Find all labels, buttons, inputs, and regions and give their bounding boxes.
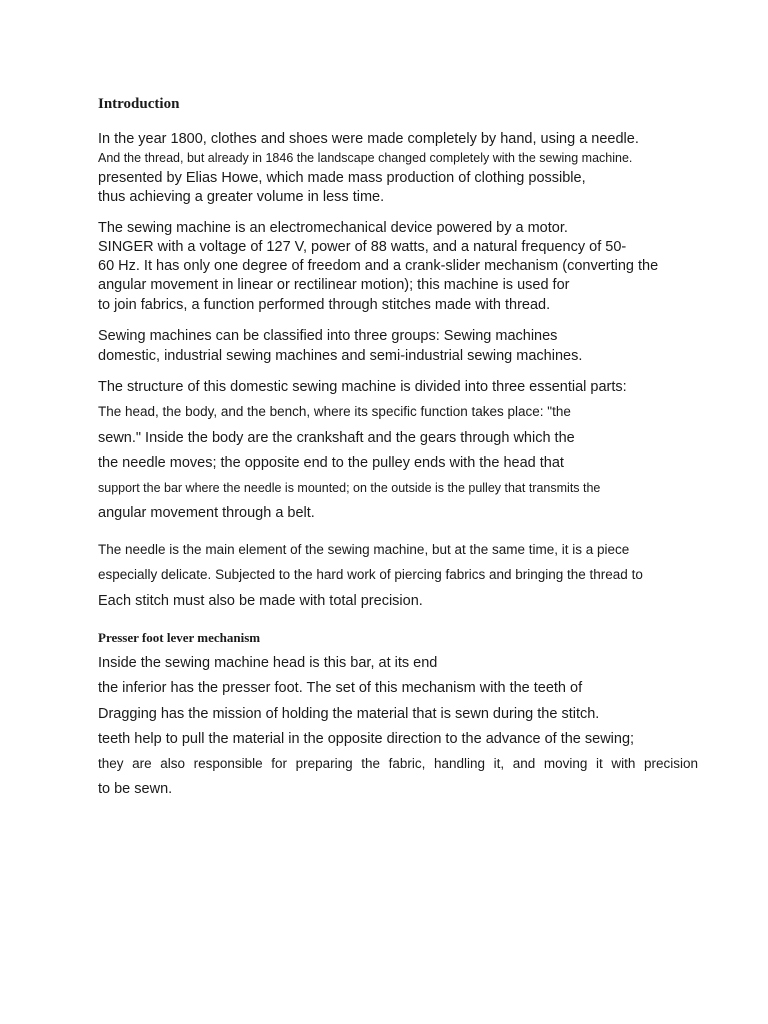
p2-line-3: 60 Hz. It has only one degree of freedom and a crank-slider mechanism (converting the	[98, 258, 659, 274]
heading-introduction: Introduction	[98, 96, 180, 112]
p4-line-2: The head, the body, and the bench, where its specific function takes place: "the	[98, 404, 571, 419]
p3-line-2: domestic, industrial sewing machines and semi-industrial sewing machines.	[98, 348, 583, 364]
p2-line-2: SINGER with a voltage of 127 V, power of 88 watts, and a natural frequency of 50-	[98, 239, 627, 255]
p5-line-1: The needle is the main element of the sewing machine, but at the same time, it is a piece	[98, 542, 630, 557]
p6-line-6: to be sewn.	[98, 781, 173, 797]
p5-line-2: especially delicate. Subjected to the hard work of piercing fabrics and bringing the thread to	[98, 567, 643, 582]
p4-line-1: The structure of this domestic sewing machine is divided into three essential parts:	[98, 379, 627, 395]
p6-line-2: the inferior has the presser foot. The set of this mechanism with the teeth of	[98, 680, 583, 696]
p1-line-4: thus achieving a greater volume in less time.	[98, 189, 385, 205]
p1-line-1: In the year 1800, clothes and shoes were made completely by hand, using a needle.	[98, 131, 639, 147]
p4-line-5: support the bar where the needle is mounted; on the outside is the pulley that transmits the	[98, 481, 601, 495]
p4-line-6: angular movement through a belt.	[98, 505, 315, 521]
p6-line-4: teeth help to pull the material in the opposite direction to the advance of the sewing;	[98, 731, 635, 747]
p6-line-5: they are also responsible for preparing the fabric, handling it, and moving it with precision	[98, 756, 698, 771]
p4-line-3: sewn." Inside the body are the crankshaft and the gears through which the	[98, 430, 575, 446]
p2-line-5: to join fabrics, a function performed through stitches made with thread.	[98, 297, 551, 313]
p2-line-1: The sewing machine is an electromechanical device powered by a motor.	[98, 220, 568, 236]
p6-line-3: Dragging has the mission of holding the material that is sewn during the stitch.	[98, 706, 600, 722]
p4-line-4: the needle moves; the opposite end to the pulley ends with the head that	[98, 455, 564, 471]
p2-line-4: angular movement in linear or rectilinear motion); this machine is used for	[98, 277, 570, 293]
p6-line-1: Inside the sewing machine head is this bar, at its end	[98, 655, 438, 671]
p1-line-3: presented by Elias Howe, which made mass production of clothing possible,	[98, 170, 586, 186]
p5-line-3: Each stitch must also be made with total precision.	[98, 593, 423, 609]
p3-line-1: Sewing machines can be classified into three groups: Sewing machines	[98, 328, 558, 344]
heading-presser-foot: Presser foot lever mechanism	[98, 630, 261, 645]
p1-line-2: And the thread, but already in 1846 the landscape changed completely with the sewing machine.	[98, 151, 633, 165]
